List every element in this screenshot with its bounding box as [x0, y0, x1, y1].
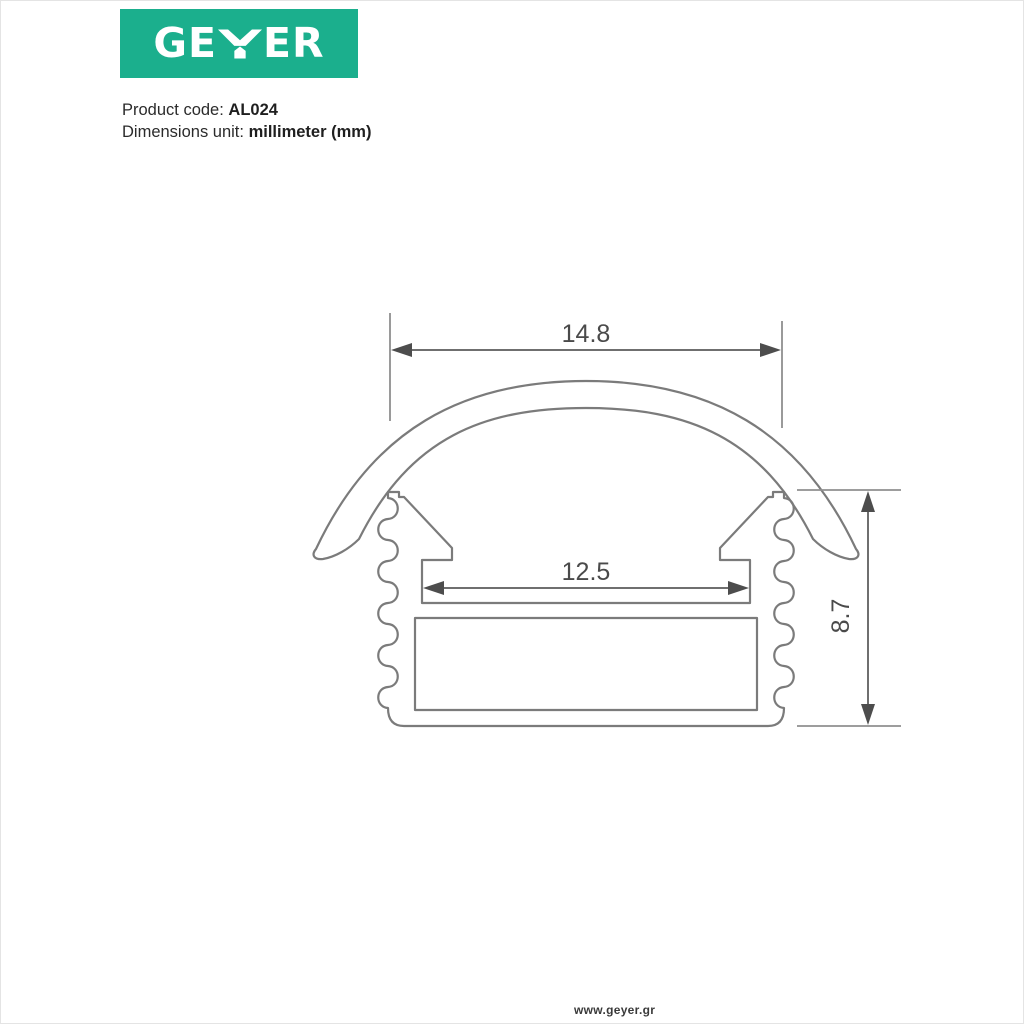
dim-overall-height	[797, 490, 901, 726]
logo-text-right: ER	[263, 19, 325, 67]
logo-text-left: GE	[153, 19, 218, 67]
dimensions-unit-label: Dimensions unit:	[122, 123, 244, 141]
product-code-label: Product code:	[122, 101, 224, 119]
arrow-left-icon	[391, 343, 412, 357]
website-url: www.geyer.gr	[574, 1003, 656, 1017]
lower-cavity-rect	[415, 618, 757, 710]
product-code-value: AL024	[228, 101, 278, 119]
dim-overall-width-value: 14.8	[561, 320, 611, 348]
dome-cover-outline	[314, 381, 859, 559]
arrow-right-icon	[760, 343, 781, 357]
dim-overall-width	[390, 313, 782, 428]
arrow-left-icon	[423, 581, 444, 595]
arrow-up-icon	[861, 491, 875, 512]
dim-overall-height-value: 8.7	[827, 598, 855, 634]
arrow-down-icon	[861, 704, 875, 725]
arrow-right-icon	[728, 581, 749, 595]
dim-inner-width	[423, 558, 749, 595]
dim-inner-width-value: 12.5	[561, 558, 611, 586]
dimensions-unit-value: millimeter (mm)	[248, 123, 372, 141]
profile-body-outline	[378, 492, 794, 726]
